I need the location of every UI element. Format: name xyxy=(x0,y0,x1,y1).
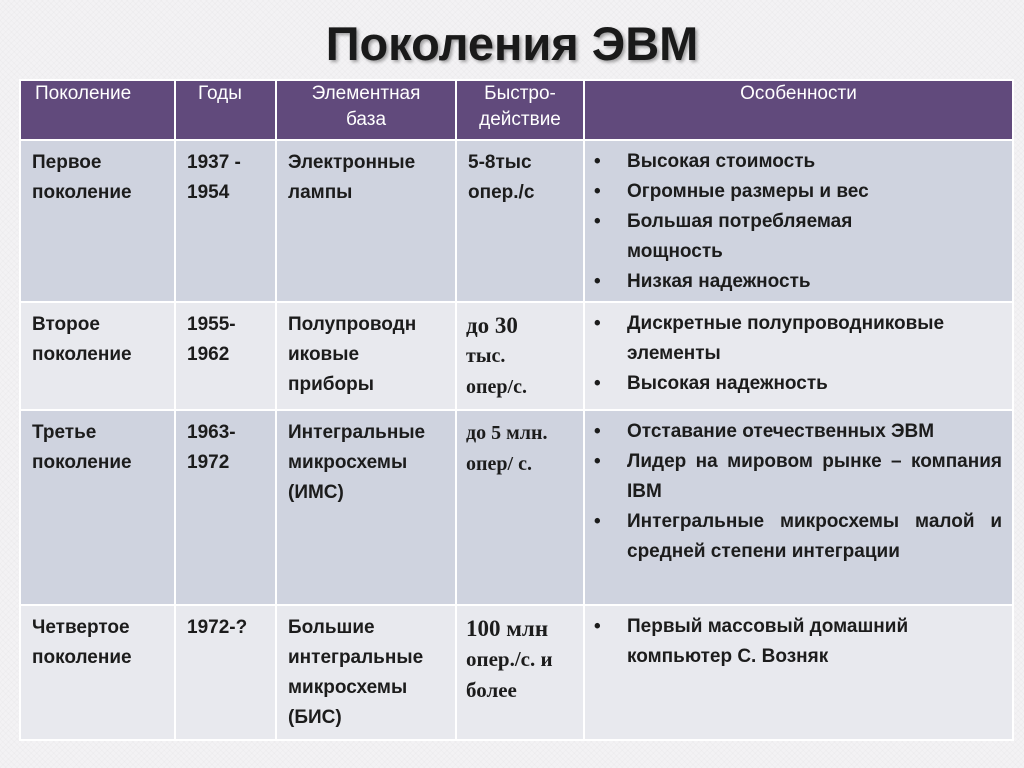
page-title: Поколения ЭВМ xyxy=(325,17,699,70)
cell-base xyxy=(276,302,456,410)
cell-line: до 30 xyxy=(466,313,518,338)
cell-line: интегральные xyxy=(288,647,424,668)
cell-line: микросхемы xyxy=(288,452,408,473)
cell-speed xyxy=(456,302,584,410)
column-header-base xyxy=(276,80,456,140)
column-header-speed xyxy=(456,80,584,140)
cell-features xyxy=(584,140,1013,302)
table-row xyxy=(20,140,1013,302)
cell-line: Четвертое xyxy=(32,617,130,638)
cell-years xyxy=(175,410,276,605)
cell-line: опер/ с. xyxy=(466,453,532,475)
bullet-icon: • xyxy=(594,151,601,172)
bullet-icon: • xyxy=(594,373,601,394)
cell-line: тыс. xyxy=(466,345,506,367)
cell-line: Большие xyxy=(288,617,375,638)
cell-line: лампы xyxy=(288,182,353,203)
cell-line: иковые xyxy=(288,344,360,365)
cell-line: Интегральные xyxy=(288,422,426,443)
cell-line: Второе xyxy=(32,314,100,335)
list-item: • Отставание отечественных ЭВМ xyxy=(594,417,1002,447)
feature-list xyxy=(585,411,1012,571)
cell-generation xyxy=(20,605,175,740)
cell-speed xyxy=(456,605,584,740)
cell-line: 1955- xyxy=(187,314,236,335)
cell-line: 1972 xyxy=(187,452,230,473)
cell-years xyxy=(175,302,276,410)
table-row xyxy=(20,605,1013,740)
cell-years xyxy=(175,605,276,740)
list-item: • Большая потребляемая мощность xyxy=(594,207,1002,267)
cell-line: до 5 млн. xyxy=(466,422,548,444)
feature-list xyxy=(585,606,1012,676)
column-header-generation: Поколение xyxy=(20,80,175,140)
cell-generation xyxy=(20,302,175,410)
list-item: • Интегральные микросхемы малой и средней степени интеграции xyxy=(594,507,1002,567)
bullet-icon: • xyxy=(594,181,601,202)
cell-speed xyxy=(456,140,584,302)
cell-line: (БИС) xyxy=(288,707,342,728)
column-header-base-line: база xyxy=(345,109,387,130)
table-row xyxy=(20,410,1013,605)
list-item: • Дискретные полупроводниковые элементы xyxy=(594,309,1002,369)
cell-line: поколение xyxy=(32,452,132,473)
column-header-base-line: Элементная xyxy=(311,83,421,104)
list-item: • Первый массовый домашний компьютер С. Возняк xyxy=(594,612,1002,672)
cell-line: микросхемы xyxy=(288,677,408,698)
cell-line: поколение xyxy=(32,647,132,668)
cell-line: (ИМС) xyxy=(288,482,344,503)
generations-table xyxy=(19,79,1014,741)
bullet-icon: • xyxy=(594,313,601,334)
column-header-years: Годы xyxy=(175,80,276,140)
bullet-icon: • xyxy=(594,451,601,472)
cell-speed xyxy=(456,410,584,605)
cell-line: опер/с. xyxy=(466,376,527,398)
cell-line: 100 млн xyxy=(466,616,549,641)
cell-line: 1954 xyxy=(187,182,230,203)
cell-line: 1963- xyxy=(187,422,236,443)
column-header-speed-line: действие xyxy=(479,109,561,130)
cell-base xyxy=(276,410,456,605)
bullet-icon: • xyxy=(594,211,601,232)
bullet-icon: • xyxy=(594,421,601,442)
column-header-speed-line: Быстро- xyxy=(484,83,556,104)
cell-line: опер./с. и xyxy=(466,647,553,671)
cell-line: Электронные xyxy=(288,152,416,173)
feature-list xyxy=(585,303,1012,403)
cell-line: поколение xyxy=(32,182,132,203)
cell-line: 5-8тыс xyxy=(468,152,532,173)
cell-line: более xyxy=(466,678,517,702)
cell-features xyxy=(584,410,1013,605)
cell-features xyxy=(584,605,1013,740)
list-item: • Лидер на мировом рынке – компания IBM xyxy=(594,447,1002,507)
list-item: • Огромные размеры и вес xyxy=(594,177,1002,207)
cell-years xyxy=(175,140,276,302)
cell-line: 1972-? xyxy=(187,617,248,638)
cell-line: Третье xyxy=(32,422,97,443)
bullet-icon: • xyxy=(594,271,601,292)
bullet-icon: • xyxy=(594,511,601,532)
cell-features xyxy=(584,302,1013,410)
cell-line: поколение xyxy=(32,344,132,365)
cell-generation xyxy=(20,140,175,302)
cell-line: 1937 - xyxy=(187,152,241,173)
table-row xyxy=(20,302,1013,410)
list-item: • Высокая стоимость xyxy=(594,147,1002,177)
cell-line: Полупроводн xyxy=(288,314,417,335)
cell-base xyxy=(276,605,456,740)
cell-line: опер./с xyxy=(468,182,535,203)
column-header-features: Особенности xyxy=(584,80,1013,140)
cell-line: Первое xyxy=(32,152,102,173)
feature-list xyxy=(585,141,1012,301)
cell-generation xyxy=(20,410,175,605)
cell-line: приборы xyxy=(288,374,374,395)
table-header-row xyxy=(20,80,1013,140)
cell-base xyxy=(276,140,456,302)
bullet-icon: • xyxy=(594,616,601,637)
cell-line: 1962 xyxy=(187,344,230,365)
list-item: • Высокая надежность xyxy=(594,369,1002,399)
list-item: • Низкая надежность xyxy=(594,267,1002,297)
